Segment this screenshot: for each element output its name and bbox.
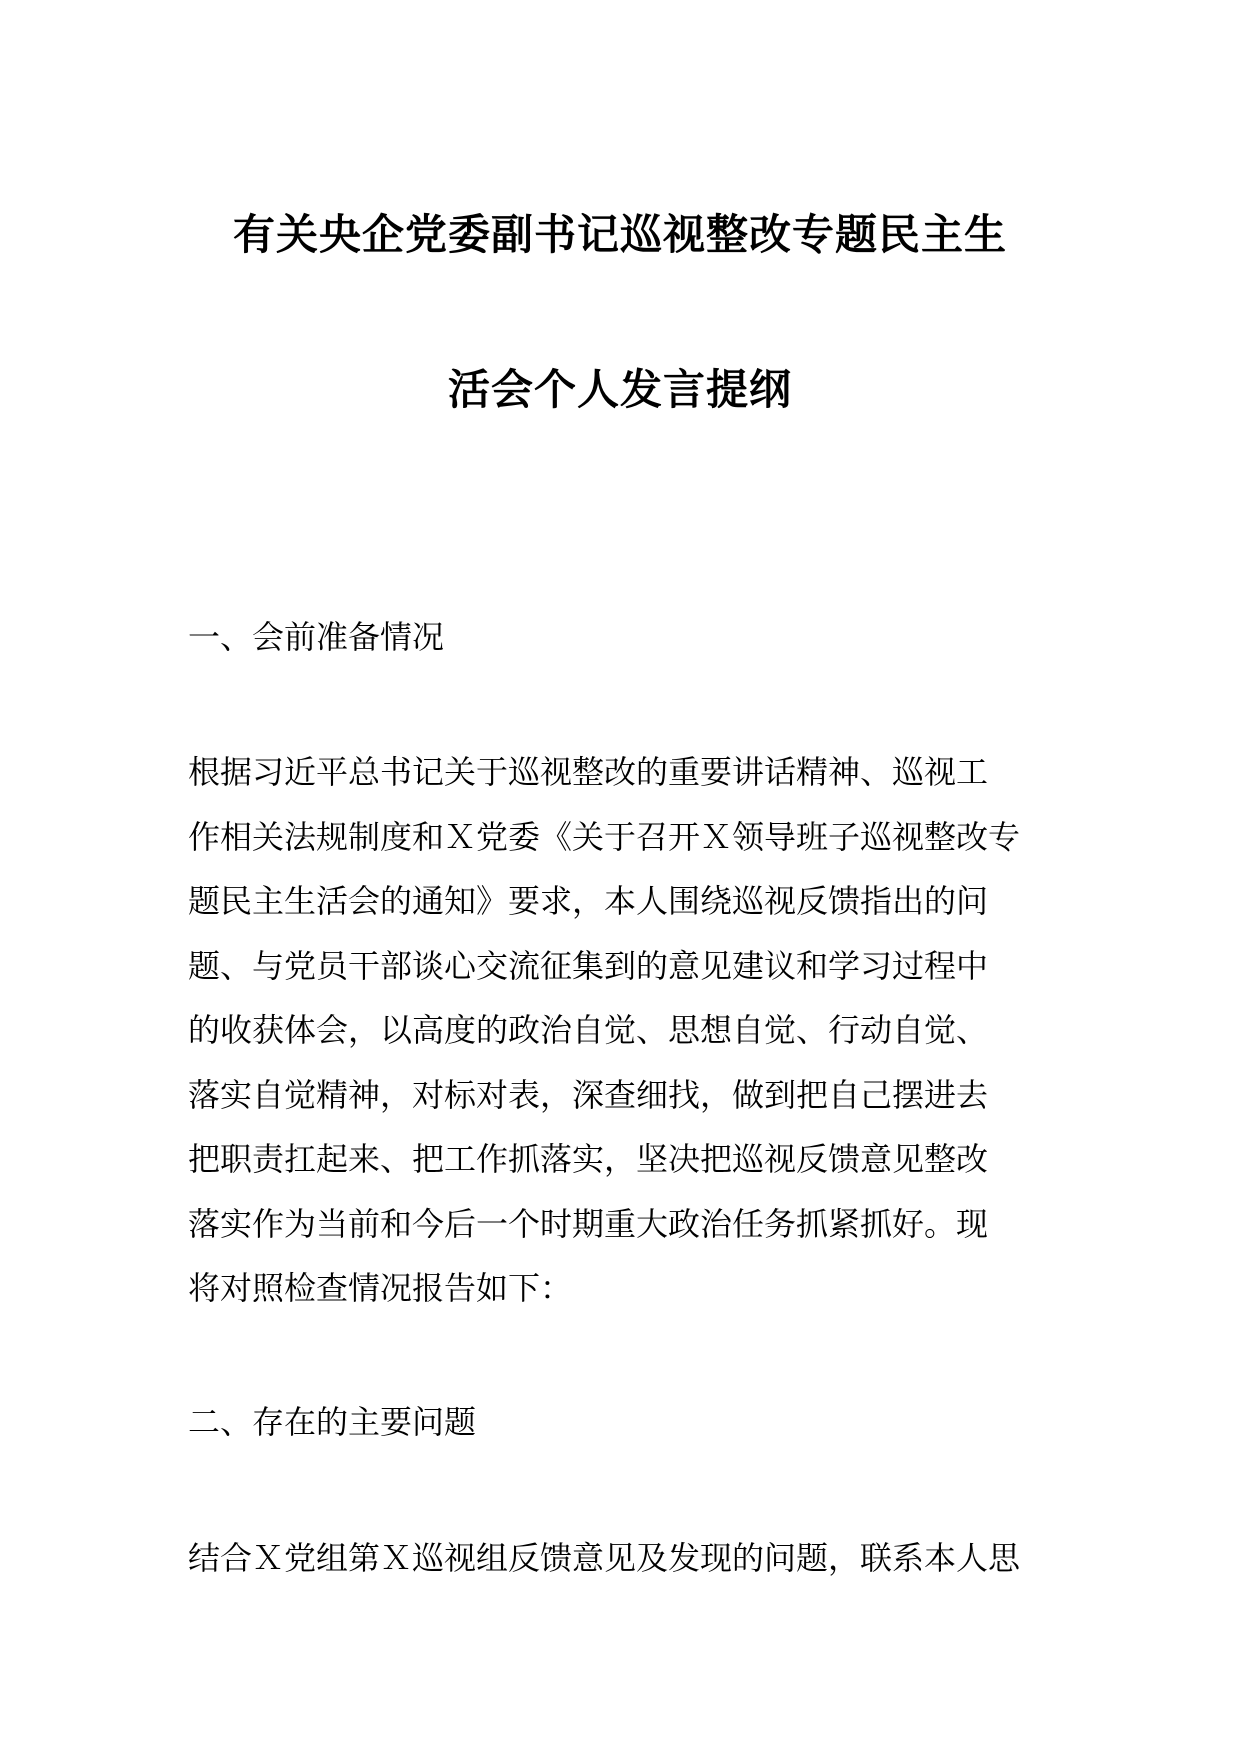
paragraph-line: 落实自觉精神，对标对表，深查细找，做到把自己摆进去 [188, 1075, 989, 1114]
document-title-line-1: 有关央企党委副书记巡视整改专题民主生 [232, 210, 1007, 259]
paragraph-line: 根据习近平总书记关于巡视整改的重要讲话精神、巡视工 [188, 753, 989, 791]
section-paragraph-main-problems [188, 1526, 1058, 1591]
paragraph-line: 题、与党员干部谈心交流征集到的意见建议和学习过程中 [188, 946, 989, 985]
paragraph-line: 把职责扛起来、把工作抓落实，坚决把巡视反馈意见整改 [188, 1140, 989, 1178]
document-title-line-2: 活会个人发言提纲 [447, 365, 792, 414]
paragraph-line: 作相关法规制度和Ｘ党委《关于召开Ｘ领导班子巡视整改专 [188, 817, 1021, 856]
paragraph-line: 结合Ｘ党组第Ｘ巡视组反馈意见及发现的问题，联系本人思 [188, 1539, 1021, 1577]
paragraph-line: 将对照检查情况报告如下： [188, 1269, 573, 1307]
paragraph-line: 落实作为当前和今后一个时期重大政治任务抓紧抓好。现 [188, 1204, 989, 1243]
paragraph-line: 题民主生活会的通知》要求，本人围绕巡视反馈指出的问 [188, 882, 989, 920]
paragraph-line: 的收获体会，以高度的政治自觉、思想自觉、行动自觉、 [188, 1011, 989, 1049]
section-heading-main-problems: 二、存在的主要问题 [188, 1403, 477, 1441]
section-heading-preparation: 一、会前准备情况 [188, 618, 445, 656]
section-paragraph-preparation [188, 740, 1058, 1321]
